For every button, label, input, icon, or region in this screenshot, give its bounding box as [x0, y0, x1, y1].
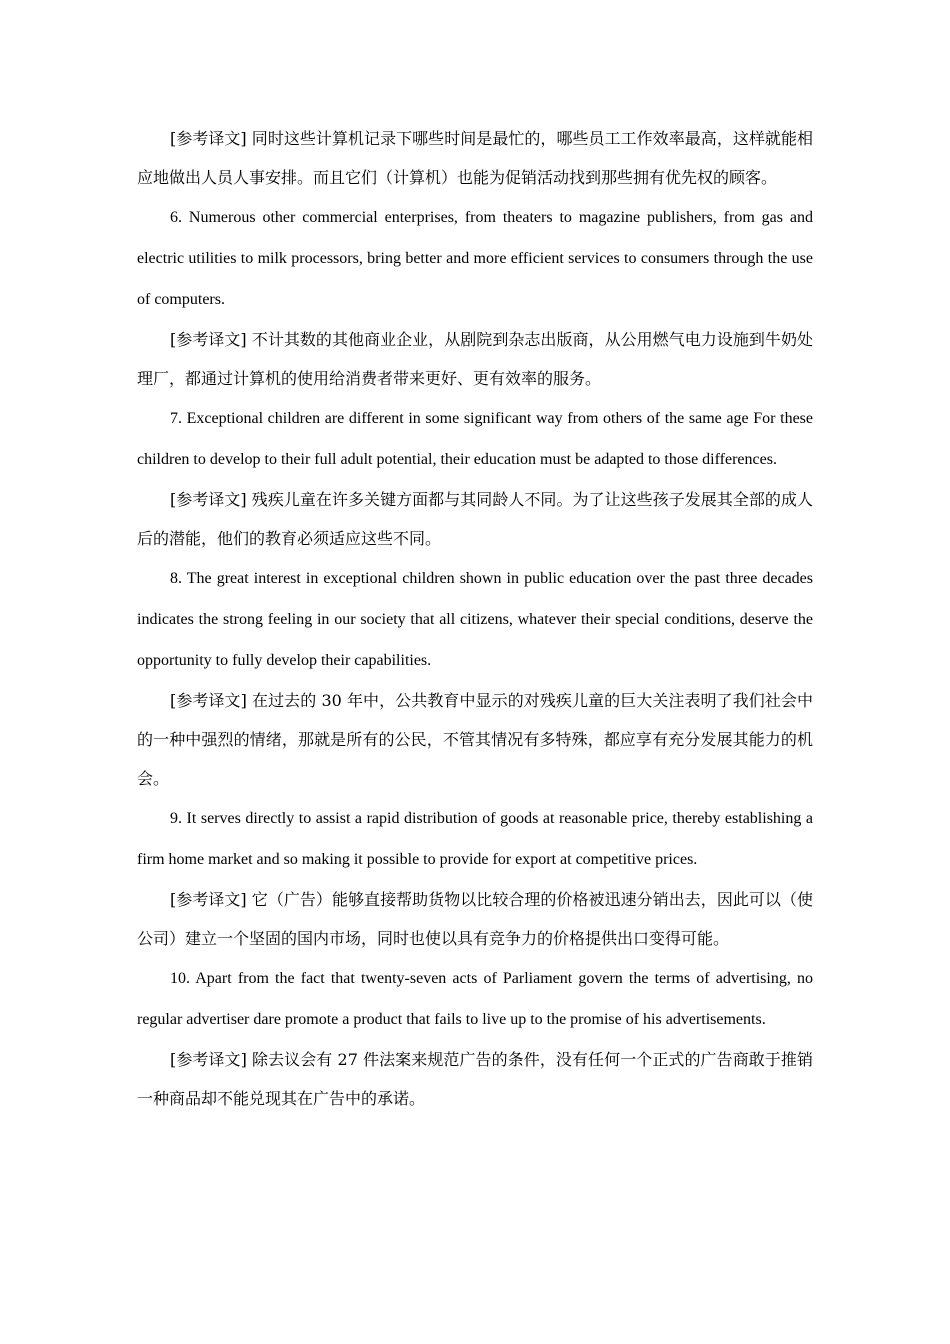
translation-paragraph-9: [参考译文] 它（广告）能够直接帮助货物以比较合理的价格被迅速分销出去，因此可以（使公司）建立一个坚固的国内市场，同时也使以具有竞争力的价格提供出口变得可能。: [137, 890, 813, 948]
translation-paragraph-7: [参考译文] 残疾儿童在许多关键方面都与其同龄人不同。为了让这些孩子发展其全部的成人后的潜能，他们的教育必须适应这些不同。: [137, 490, 813, 548]
document-body: [137, 119, 813, 1118]
sentence-paragraph-6: 6. Numerous other commercial enterprises, from theaters to magazine publishers, from gas and electric utilities to milk processors, bring better and more efficient services to consumers through the use of computers.: [137, 209, 813, 308]
sentence-paragraph-9: 9. It serves directly to assist a rapid distribution of goods at reasonable price, thereby establishing a firm home market and so making it possible to provide for export at competitive prices.: [137, 810, 813, 868]
translation-paragraph-6: [参考译文] 不计其数的其他商业企业，从剧院到杂志出版商，从公用燃气电力设施到牛奶处理厂，都通过计算机的使用给消费者带来更好、更有效率的服务。: [137, 330, 813, 388]
translation-paragraph-5: [参考译文] 同时这些计算机记录下哪些时间是最忙的，哪些员工工作效率最高，这样就能相应地做出人员人事安排。而且它们（计算机）也能为促销活动找到那些拥有优先权的顾客。: [137, 129, 813, 187]
sentence-paragraph-7: 7. Exceptional children are different in some significant way from others of the same age For these children to develop to their full adult potential, their education must be adapted to those differences.: [137, 410, 813, 468]
sentence-paragraph-10: 10. Apart from the fact that twenty-seven acts of Parliament govern the terms of advertising, no regular advertiser dare promote a product that fails to live up to the promise of his advertisements.: [137, 970, 813, 1028]
translation-paragraph-10: [参考译文] 除去议会有 27 件法案来规范广告的条件，没有任何一个正式的广告商敢于推销一种商品却不能兑现其在广告中的承诺。: [137, 1050, 813, 1108]
sentence-paragraph-8: 8. The great interest in exceptional children shown in public education over the past three decades indicates the strong feeling in our society that all citizens, whatever their special conditions, deserve the opportunity to fully develop their capabilities.: [137, 570, 813, 669]
translation-paragraph-8: [参考译文] 在过去的 30 年中，公共教育中显示的对残疾儿童的巨大关注表明了我们社会中的一种中强烈的情绪，那就是所有的公民，不管其情况有多特殊，都应享有充分发展其能力的机会。: [137, 691, 813, 788]
